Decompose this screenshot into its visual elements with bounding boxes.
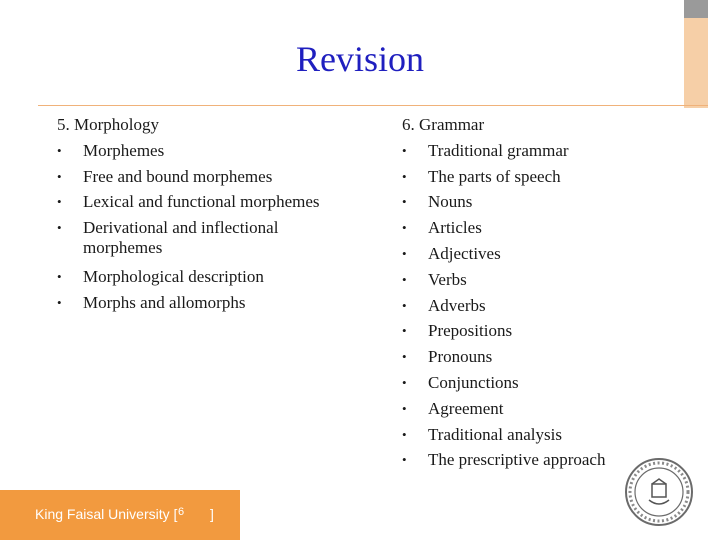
morphology-heading: 5. Morphology xyxy=(57,115,159,134)
list-item: • Adjectives xyxy=(402,241,702,267)
list-item: • Morphs and allomorphs xyxy=(57,290,357,316)
list-item: • Morphemes xyxy=(57,138,357,164)
slide-title: Revision xyxy=(295,39,424,79)
bullet-icon: • xyxy=(402,426,407,442)
footer-page-number: 6 xyxy=(178,506,185,518)
bullet-icon: • xyxy=(57,168,62,184)
bullet-icon: • xyxy=(402,194,407,210)
bullet-icon: • xyxy=(57,142,62,158)
list-item: • Verbs xyxy=(402,267,702,293)
bullet-icon: • xyxy=(57,194,62,210)
corner-gray-bar xyxy=(684,0,708,18)
list-item: • Prepositions xyxy=(402,318,702,344)
bullet-icon: • xyxy=(402,168,407,184)
list-item: • Morphological description xyxy=(57,264,357,290)
bullet-icon: • xyxy=(402,374,407,390)
list-item: • Agreement xyxy=(402,396,702,422)
list-item: • The prescriptive approach xyxy=(402,447,702,473)
grammar-column xyxy=(402,112,702,473)
bullet-icon: • xyxy=(402,349,407,365)
morphology-column xyxy=(57,112,357,316)
university-seal-icon xyxy=(623,456,695,528)
bullet-icon: • xyxy=(402,142,407,158)
bullet-icon: • xyxy=(402,297,407,313)
footer-university: King Faisal University [ xyxy=(35,506,178,522)
bullet-icon: • xyxy=(402,452,407,468)
list-item: • Nouns xyxy=(402,189,702,215)
list-item: • Derivational and inflectional morphemes xyxy=(57,218,279,258)
title-divider xyxy=(38,105,708,106)
grammar-list xyxy=(402,138,702,473)
grammar-heading: 6. Grammar xyxy=(402,115,485,134)
list-item: • Traditional grammar xyxy=(402,138,702,164)
bullet-icon: • xyxy=(402,323,407,339)
bullet-icon: • xyxy=(57,268,62,284)
list-item: • Adverbs xyxy=(402,293,702,319)
list-item: • Conjunctions xyxy=(402,370,702,396)
list-item: • The parts of speech xyxy=(402,164,702,190)
bullet-icon: • xyxy=(57,220,62,236)
list-item: • Pronouns xyxy=(402,344,702,370)
list-item: • Free and bound morphemes xyxy=(57,164,357,190)
morphology-list xyxy=(57,138,357,316)
bullet-icon: • xyxy=(402,220,407,236)
bullet-icon: • xyxy=(402,400,407,416)
footer-bracket: ] xyxy=(210,506,214,522)
bullet-icon: • xyxy=(402,271,407,287)
bullet-icon: • xyxy=(402,245,407,261)
list-item: • Articles xyxy=(402,215,702,241)
bullet-icon: • xyxy=(57,294,62,310)
list-item: • Lexical and functional morphemes xyxy=(57,189,357,215)
list-item: • Traditional analysis xyxy=(402,422,702,448)
